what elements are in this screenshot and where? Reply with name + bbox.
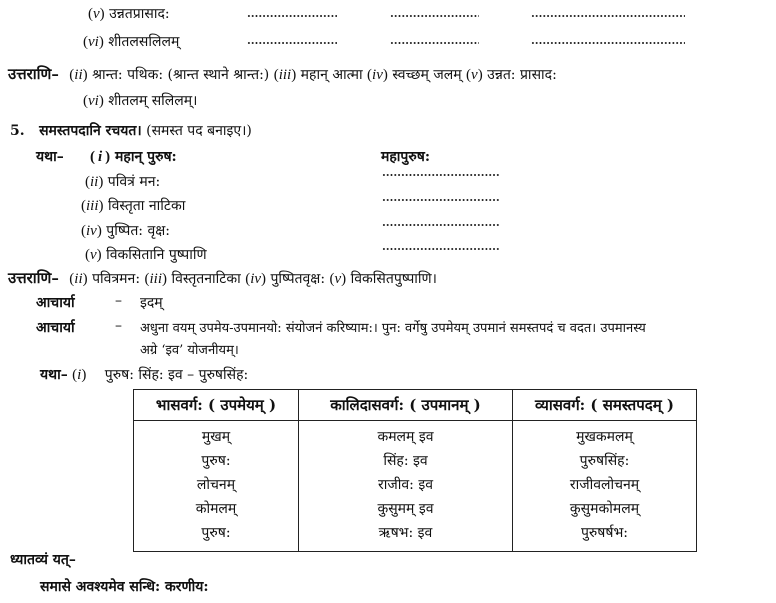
ex4-item-v: (v) उन्नतप्रासाद: [88, 6, 170, 22]
blank-line [247, 42, 337, 44]
ex5-heading [10, 121, 252, 140]
column-upameya: मुखम् पुरुष: लोचनम् कोमलम् पुरुष: [134, 421, 299, 552]
column-samastapada: मुखकमलम् पुरुषसिंह: राजीवलोचनम् कुसुमकोमलम् पुरुषर्षभ: [513, 421, 697, 552]
example-line: यथा– (i) पुरुष: सिंह: इव – पुरुषसिंह: [40, 367, 249, 383]
blank-line [531, 42, 685, 44]
blank-line [247, 15, 337, 17]
note-heading: ध्यातव्यं यत्– [10, 552, 76, 568]
blank-line [382, 174, 500, 176]
ex5-item-i: ( i ) महान् पुरुष: [90, 149, 177, 165]
dialogue-text: इदम् [140, 295, 163, 311]
ex5-item-v: (v) विकसितानि पुष्पाणि [85, 247, 207, 263]
table-header-row [134, 390, 697, 421]
blank-line [390, 42, 479, 44]
blank-line [382, 199, 500, 201]
note-text: समासे अवश्यमेव सन्धि: करणीय: [40, 579, 209, 595]
example-label: यथा– [40, 367, 68, 383]
header-samastapada: व्यासवर्ग: ( समस्तपदम् ) [513, 390, 697, 421]
question-title-hindi: (समस्त पद बनाइए।) [146, 123, 252, 139]
header-upameya: भासवर्ग: ( उपमेयम् ) [134, 390, 299, 421]
blank-line [531, 15, 685, 17]
ex4-item-vi: (vi) शीतलसलिलम् [83, 34, 180, 50]
column-upamana: कमलम् इव सिंह: इव राजीव: इव कुसुमम् इव ऋषभ: इव [299, 421, 513, 552]
header-upamana: कालिदासवर्ग: ( उपमानम् ) [299, 390, 513, 421]
dialogue-text-cont: अग्रे ‘इव’ योजनीयम्। [140, 343, 239, 358]
item-text: उन्नतप्रासाद: [109, 6, 170, 22]
comparison-table [133, 389, 697, 552]
speaker-label: आचार्या [36, 295, 75, 311]
ex5-item-iv: (iv) पुष्पित: वृक्ष: [81, 223, 171, 239]
question-number: 5. [10, 123, 25, 139]
answers-label: उत्तराणि– [8, 269, 59, 287]
speaker-label: आचार्या [36, 320, 75, 336]
question-title: समस्तपदानि रचयत। [39, 123, 142, 139]
answers-label: उत्तराणि– [8, 65, 59, 83]
item-text: शीतलसलिलम् [108, 34, 180, 50]
ex5-answers: उत्तराणि– (ii) पवित्रमन: (iii) विस्तृतनाटिका (iv) पुष्पितवृक्ष: (v) विकसितपुष्पाणि। [8, 269, 437, 287]
dialogue-text: अधुना वयम् उपमेय-उपमानयो: संयोजनं करिष्याम:। पुन: वर्गेषु उपमेयम् उपमानं समस्तपदं च वदत। उपमानस्य [140, 321, 646, 336]
blank-line [390, 15, 479, 17]
ex4-answer-vi: (vi) शीतलम् सलिलम्। [83, 93, 198, 109]
table-row [134, 421, 697, 552]
ex5-item-iii: (iii) विस्तृता नाटिका [81, 198, 186, 214]
ex4-answers: उत्तराणि– (ii) श्रान्त: पथिक: (श्रान्त स्थाने श्रान्त:) (iii) महान् आत्मा (iv) स्वच्छम् जलम् (v) उन्नत: प्रासाद: [8, 65, 557, 83]
blank-line [382, 224, 500, 226]
ex5-item-ii: (ii) पवित्रं मन: [85, 174, 161, 190]
blank-line [382, 248, 500, 250]
example-answer: महापुरुष: [381, 149, 431, 165]
example-label: यथा– [36, 149, 64, 165]
